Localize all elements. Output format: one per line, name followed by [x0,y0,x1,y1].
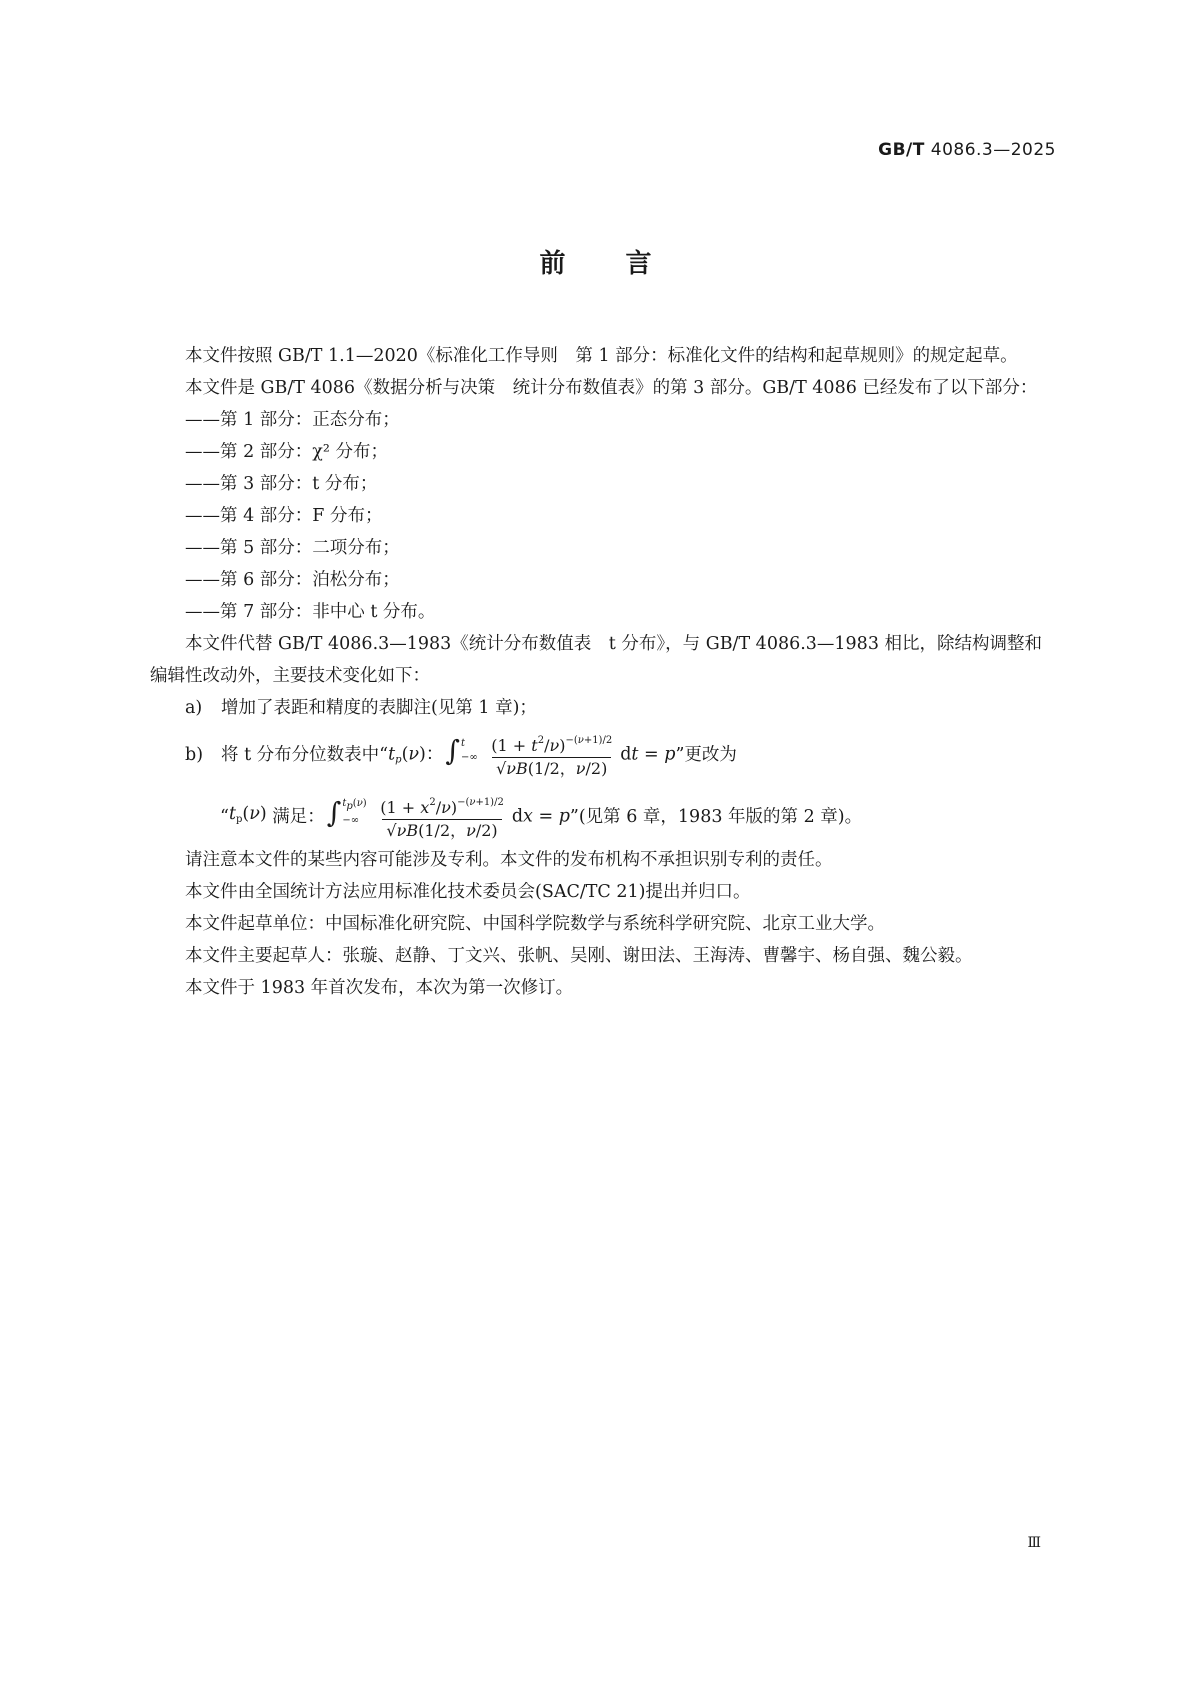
new-formula: ∫ $t_p(\nu)$ −∞ $\frac{(1 + x^2/\nu)^{-(\nu+1)/2}}{√\nu B(1/2,\nu/2)}$ dx = p [326,795,570,840]
paragraph-series-intro: 本文件是 GB/T 4086《数据分析与决策 统计分布数值表》的第 3 部分。GB/T 4086 已经发布了以下部分： [185,378,1038,398]
paragraph-proposer: 本文件由全国统计方法应用标准化技术委员会(SAC/TC 21)提出并归口。 [185,882,751,902]
paragraph-drafters: 本文件主要起草人：张璇、赵静、丁文兴、张帆、吴刚、谢田法、王海涛、曹馨宇、杨自强、魏公毅。 [185,946,973,966]
page-title: 前言 [539,249,712,279]
change-item-a [150,692,1050,724]
list-item: ——第 2 部分：χ² 分布； [185,442,388,462]
paragraph-patent-notice: 请注意本文件的某些内容可能涉及专利。本文件的发布机构不承担识别专利的责任。 [185,850,833,870]
old-formula: $t_p(\nu)$：∫ t −∞ $\frac{(1 + t^2/\nu)^{-(\nu+1)/2}}{√\nu B(1/2,\nu/2)}$ dt = p [388,733,676,778]
change-b-pre: 将 t 分布分位数表中“ [221,745,389,765]
list-item: ——第 6 部分：泊松分布； [185,570,400,590]
standard-prefix: GB/T [878,140,925,160]
change-b-post: ”(见第 6 章，1983 年版的第 2 章)。 [569,807,863,827]
change-a-text: 增加了表距和精度的表脚注(见第 1 章)； [221,698,537,718]
list-item: ——第 5 部分：二项分布； [185,538,400,558]
list-item: ——第 3 部分：t 分布； [185,474,378,494]
standard-number [878,140,1056,160]
paragraph-history: 本文件于 1983 年首次发布，本次为第一次修订。 [185,978,574,998]
change-b-satisfy: 满足： [272,807,325,827]
change-b-label: b) [185,745,204,765]
list-item: ——第 7 部分：非中心 t 分布。 [185,602,436,622]
list-item: ——第 4 部分：F 分布； [185,506,383,526]
page-number: Ⅲ [1027,1535,1041,1551]
standard-code: 4086.3—2025 [930,140,1056,160]
change-a-label: a) [185,698,203,718]
new-formula-lhs: $t_p(\nu)$ [228,804,273,825]
quote-open: “ [220,807,229,827]
paragraph-replacement: 本文件代替 GB/T 4086.3—1983《统计分布数值表 t 分布》，与 GB/T 4086.3—1983 相比，除结构调整和编辑性改动外，主要技术变化如下： [150,634,1043,686]
change-item-b [150,728,1050,782]
paragraph-drafting-units: 本文件起草单位：中国标准化研究院、中国科学院数学与系统科学研究院、北京工业大学。 [185,914,885,934]
paragraph-drafting-basis: 本文件按照 GB/T 1.1—2020《标准化工作导则 第 1 部分：标准化文件的结构和起草规则》的规定起草。 [185,346,1018,366]
change-b-mid: ”更改为 [675,745,737,765]
list-item: ——第 1 部分：正态分布； [185,410,400,430]
change-item-b-continued [150,790,1050,844]
foreword-body [150,340,1050,1004]
